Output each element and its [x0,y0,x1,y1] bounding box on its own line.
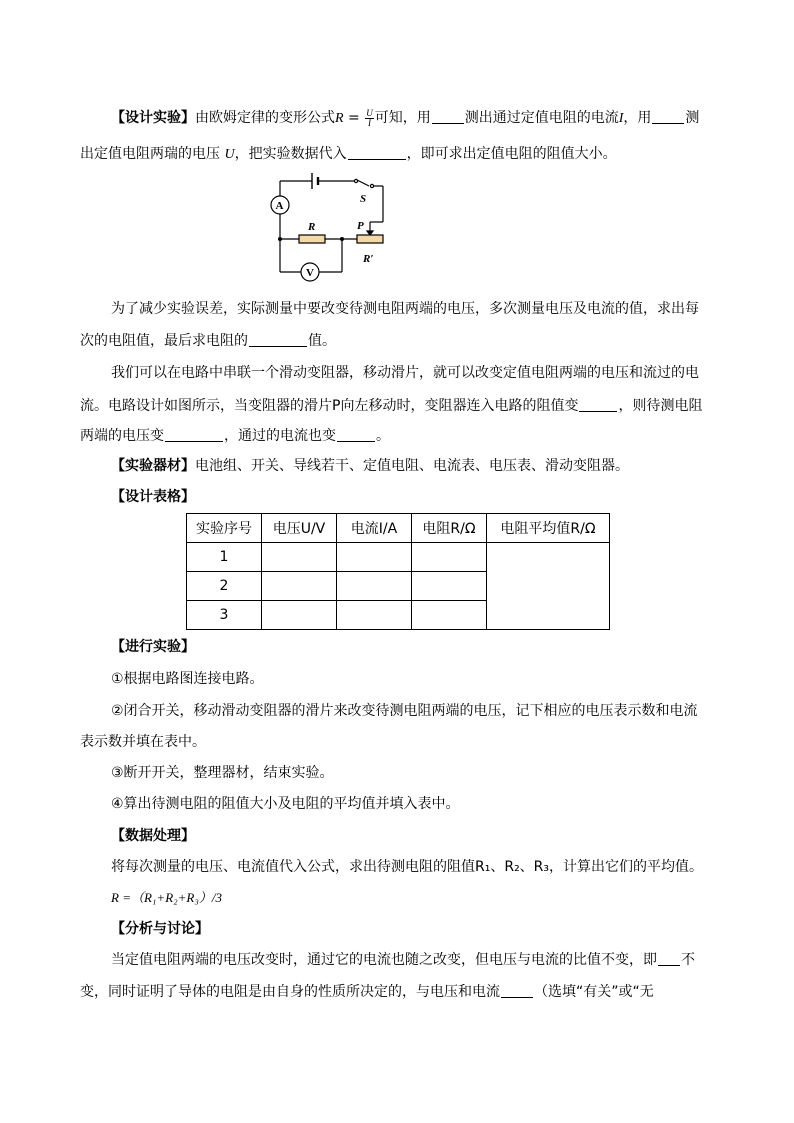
fraction-numerator: U [366,107,373,118]
design-line2-b: ，把实验数据代入 [234,146,347,162]
data-processing-label-text: 【数据处理】 [111,828,195,844]
switch-label: S [360,193,367,205]
para2-line3-a: 两端的电压变 [80,428,164,444]
blank-relation[interactable] [501,983,533,998]
rheostat-label: R′ [363,253,374,265]
header-cell: 电压U/V [262,514,337,543]
blank-voltmeter[interactable] [652,109,684,124]
design-text-e: 测 [685,110,700,126]
slider-label: P [357,220,364,232]
procedure-step-3: ③断开开关，整理器材，结束实验。 [111,765,334,781]
table-section-label [111,487,195,507]
procedure-step-4: ④算出待测电阻的阻值大小及电阻的平均值并填入表中。 [111,796,460,812]
design-line2-c: ，即可求出定值电阻的阻值大小。 [406,146,617,162]
row-index: 3 [187,601,262,630]
table-row [187,543,610,572]
design-text-a: 由欧姆定律的变形公式 [195,110,335,126]
equipment-text: 电池组、开关、导线若干、定值电阻、电流表、电压表、滑动变阻器。 [195,458,629,474]
table-cell[interactable] [412,572,487,601]
para2-line3-c: 。 [376,428,390,444]
design-text-b: 可知，用 [374,110,431,126]
analysis-line-2 [80,982,654,1002]
average-cell[interactable] [487,543,610,630]
analysis-line2-a: 变，同时证明了导体的电阻是由自身的性质所决定的，与电压和电流 [80,984,500,1000]
table-cell[interactable] [412,543,487,572]
table-cell[interactable] [262,601,337,630]
formula-eq: = [343,110,365,126]
voltmeter-label: V [306,267,314,279]
header-cell: 实验序号 [187,514,262,543]
resistor-label: R [308,221,316,233]
procedure-label-text: 【进行实验】 [111,639,195,655]
analysis-line2-b: （选填“有关”或“无 [534,984,654,1000]
equipment-line [111,456,629,476]
para1-line-2 [80,331,336,351]
header-cell: 电阻平均值R/Ω [487,514,610,543]
table-cell[interactable] [412,601,487,630]
table-header-row [187,514,610,543]
para2-line3-b: ，通过的电流也变 [224,428,336,444]
fraction-denominator: I [367,117,371,128]
header-cell: 电流I/A [337,514,412,543]
analysis-line1-b: 不 [681,952,695,968]
para1-line-1: 为了减少实验误差，实际测量中要改变待测电阻两端的电压，多次测量电压及电流的值，求出每 [111,301,699,317]
design-line2-a: 出定值电阻两瑞的电压 [80,146,220,162]
design-line-2 [80,144,617,165]
analysis-label [111,919,209,939]
procedure-step-2b: 表示数并填在表中。 [80,734,206,750]
table-cell[interactable] [262,572,337,601]
header-cell: 电阻R/Ω [412,514,487,543]
formula-r: R [335,111,344,126]
average-formula: R =（R₁+R₂+R₃）/3 [111,890,223,905]
row-index: 2 [187,572,262,601]
procedure-step-1: ①根据电路图连接电路。 [111,671,264,687]
blank-current-change[interactable] [337,427,375,442]
blank-ammeter[interactable] [432,109,464,124]
procedure-step-2a: ②闭合开关，移动滑动变阻器的滑片来改变待测电阻两端的电压，记下相应的电压表示数和电流 [111,703,698,719]
para2-line2-a: 流。电路设计如图所示，当变阻器的滑片P向左移动时，变阻器连入电路的阻值变 [80,398,579,414]
para1-line2-a: 次的电阻值，最后求电阻的 [80,333,248,349]
blank-resistance-change[interactable] [579,397,617,412]
analysis-line-1 [111,950,695,970]
para2-line-3 [80,426,390,446]
table-cell[interactable] [337,601,412,630]
blank-formula[interactable] [348,145,406,160]
table-label-text: 【设计表格】 [111,489,195,505]
data-table [186,513,610,630]
formula-fraction [365,109,374,128]
current-symbol: I [618,111,624,126]
design-text-c: 测出通过定值电阻的电流 [464,110,619,126]
circuit-diagram [262,168,402,286]
blank-ratio[interactable] [658,951,680,966]
para2-line-2 [80,396,702,416]
design-label: 【设计实验】 [111,110,195,126]
equipment-label: 【实验器材】 [111,458,195,474]
design-text-d: ，用 [623,110,652,126]
design-line-1 [111,108,699,129]
procedure-label [111,637,195,657]
ammeter-label: A [275,200,284,212]
blank-voltage-change[interactable] [165,427,223,442]
para1-line2-b: 值。 [308,333,336,349]
table-cell[interactable] [337,572,412,601]
blank-average[interactable] [249,332,307,347]
data-processing-label [111,826,195,846]
analysis-label-text: 【分析与讨论】 [111,921,209,937]
para2-line-1: 我们可以在电路中串联一个滑动变阻器，移动滑片，就可以改变定值电阻两端的电压和流过的电 [111,365,699,381]
data-processing-text: 将每次测量的电压、电流值代入公式，求出待测电阻的阻值R₁、R₂、R₃，计算出它们的平均值。 [111,859,704,875]
para2-line2-b: ，则待测电阻 [618,398,703,414]
table-cell[interactable] [262,543,337,572]
row-index: 1 [187,543,262,572]
voltage-symbol: U [224,147,235,162]
table-cell[interactable] [337,543,412,572]
analysis-line1-a: 当定值电阻两端的电压改变时，通过它的电流也随之改变，但电压与电流的比值不变，即 [111,952,657,968]
